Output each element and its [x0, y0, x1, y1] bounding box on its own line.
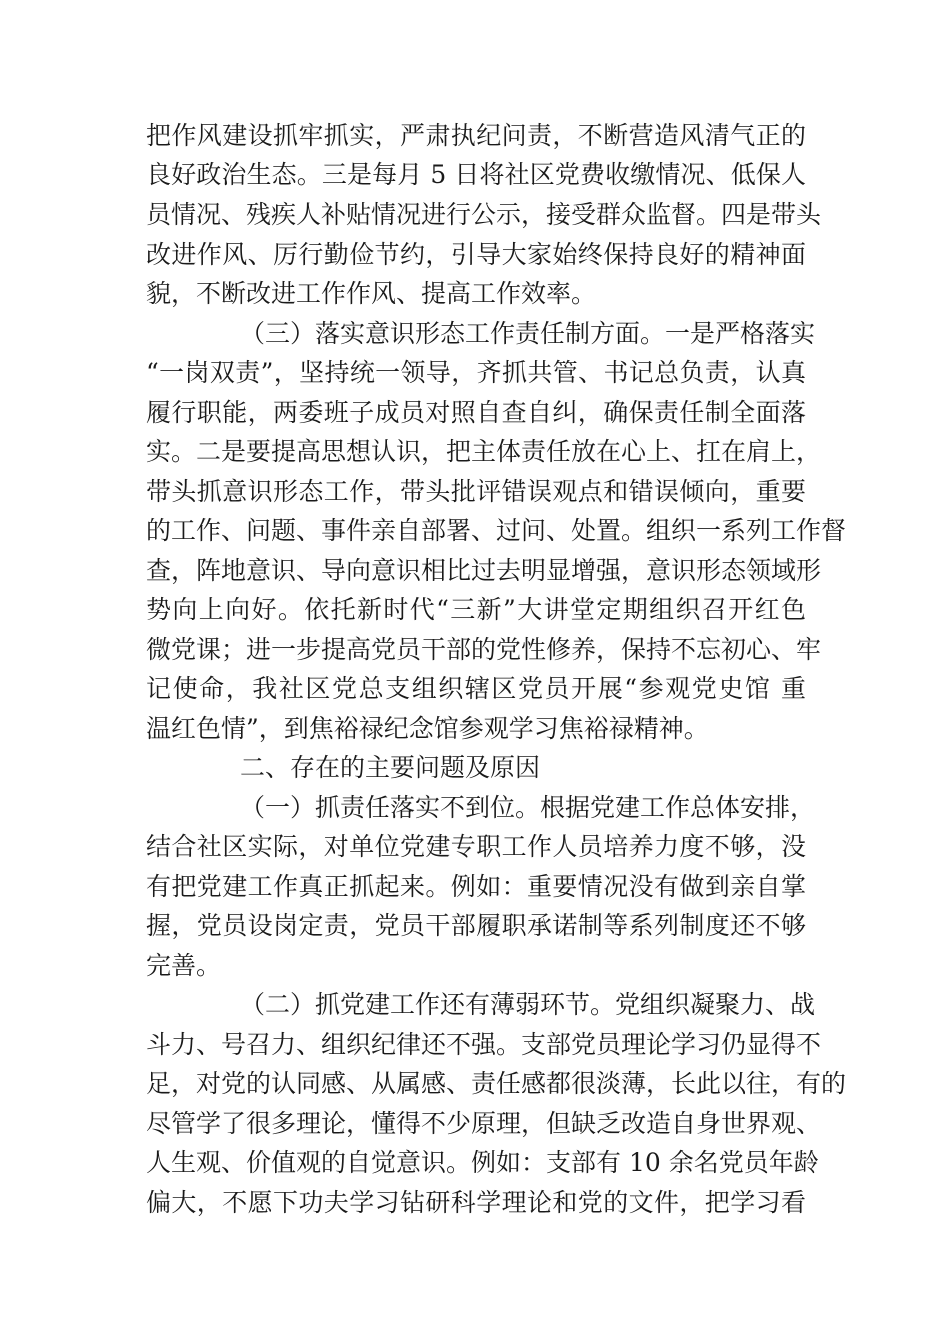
- text-line: 偏大，不愿下功夫学习钻研科学理论和党的文件，把学习看: [146, 1188, 806, 1217]
- text-line: 温红色情”，到焦裕禄纪念馆参观学习焦裕禄精神。: [146, 714, 709, 743]
- text-line: 良好政治生态。三是每月 5 日将社区党费收缴情况、低保人: [146, 160, 806, 189]
- text-line: 查，阵地意识、导向意识相比过去明显增强，意识形态领域形: [146, 556, 822, 585]
- text-line: 足，对党的认同感、从属感、责任感都很淡薄，长此以往，有的: [146, 1069, 847, 1098]
- text-line: 实。二是要提高思想认识，把主体责任放在心上、扛在肩上，: [146, 437, 822, 466]
- text-line: 记使命，我社区党总支组织辖区党员开展“参观党史馆 重: [146, 674, 806, 703]
- text-line: 结合社区实际，对单位党建专职工作人员培养力度不够，没: [146, 832, 806, 861]
- section-heading: 二、存在的主要问题及原因: [240, 753, 541, 782]
- text-line: 有把党建工作真正抓起来。例如：重要情况没有做到亲自掌: [146, 872, 806, 901]
- text-line: （二）抓党建工作还有薄弱环节。党组织凝聚力、战: [240, 990, 816, 1019]
- text-line: 带头抓意识形态工作，带头批评错误观点和错误倾向，重要: [146, 477, 806, 506]
- text-line: 的工作、问题、事件亲自部署、过问、处置。组织一系列工作督: [146, 516, 847, 545]
- text-line: 斗力、号召力、组织纪律还不强。支部党员理论学习仍显得不: [146, 1030, 822, 1059]
- text-line: （三）落实意识形态工作责任制方面。一是严格落实: [240, 319, 816, 348]
- text-line: 貌，不断改进工作作风、提高工作效率。: [146, 279, 597, 308]
- text-line: 履行职能，两委班子成员对照自查自纠，确保责任制全面落: [146, 398, 806, 427]
- text-line: （一）抓责任落实不到位。根据党建工作总体安排，: [240, 793, 816, 822]
- text-line: 把作风建设抓牢抓实，严肃执纪问责，不断营造风清气正的: [146, 121, 806, 150]
- text-line: 势向上向好。依托新时代“三新”大讲堂定期组织召开红色: [146, 595, 806, 624]
- text-line: 人生观、价值观的自觉意识。例如：支部有 10 余名党员年龄: [146, 1148, 819, 1177]
- text-line: 改进作风、厉行勤俭节约，引导大家始终保持良好的精神面: [146, 240, 806, 269]
- text-line: 员情况、残疾人补贴情况进行公示，接受群众监督。四是带头: [146, 200, 822, 229]
- text-line: “一岗双责”，坚持统一领导，齐抓共管、书记总负责，认真: [146, 358, 806, 387]
- text-line: 完善。: [146, 951, 222, 980]
- text-line: 尽管学了很多理论，懂得不少原理，但缺乏改造自身世界观、: [146, 1109, 822, 1138]
- text-line: 握，党员设岗定责，党员干部履职承诺制等系列制度还不够: [146, 911, 806, 940]
- text-line: 微党课；进一步提高党员干部的党性修养，保持不忘初心、牢: [146, 635, 822, 664]
